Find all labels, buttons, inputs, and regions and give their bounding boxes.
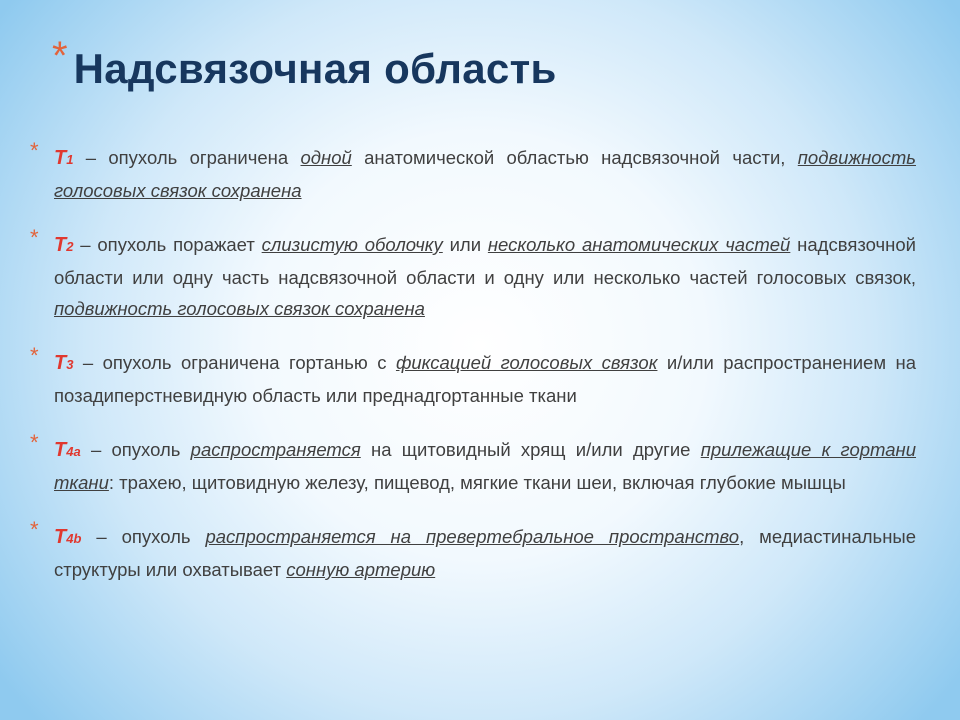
bullet-star-icon: *	[30, 517, 39, 542]
emphasis-text: распространяется на превертебральное пространство	[205, 526, 740, 547]
text-segment: анатомической областью надсвязочной части,	[351, 147, 798, 168]
text-segment: – опухоль	[80, 439, 191, 460]
text-segment: – опухоль поражает	[73, 234, 262, 255]
list-item-t3	[30, 343, 916, 411]
slide-title-block	[52, 34, 557, 98]
item-text	[54, 229, 916, 324]
emphasis-text: подвижность голосовых связок сохранена	[54, 147, 916, 201]
bullet-star-icon: *	[30, 430, 39, 455]
title-bullet-icon: *	[52, 34, 68, 78]
list-item-t2	[30, 225, 916, 324]
list-item-t4b	[30, 517, 916, 585]
text-segment: : трахею, щитовидную железу, пищевод, мягкие ткани шеи, включая глубокие мышцы	[108, 472, 846, 493]
emphasis-text: несколько анатомических частей	[487, 234, 791, 255]
stage-label: T4a	[54, 439, 81, 461]
bullet-star-icon: *	[30, 225, 39, 250]
emphasis-text: подвижность голосовых связок сохранена	[54, 298, 425, 319]
list-item-t4a	[30, 430, 917, 498]
text-segment: на щитовидный хрящ и/или другие	[360, 439, 701, 460]
text-segment: – опухоль	[81, 526, 206, 547]
text-segment: – опухоль ограничена гортанью с	[73, 352, 396, 373]
item-text	[54, 347, 916, 411]
bullet-star-icon: *	[30, 343, 39, 368]
stage-label: T2	[54, 234, 74, 256]
emphasis-text: слизистую оболочку	[261, 234, 443, 255]
text-segment: и/или распространением на позадиперстневидную область или преднадгортанные ткани	[54, 352, 916, 406]
text-segment: или	[442, 234, 488, 255]
item-text	[54, 434, 916, 498]
list-item-t1	[30, 138, 916, 206]
staging-list	[30, 138, 917, 608]
emphasis-text: одной	[300, 147, 352, 168]
stage-label: T3	[54, 352, 74, 374]
text-segment: , медиастинальные структуры или охватывает	[54, 526, 916, 580]
item-text	[54, 142, 916, 206]
text-segment: – опухоль ограничена	[73, 147, 301, 168]
stage-label: T1	[54, 147, 74, 169]
text-segment: надсвязочной области или одну часть надсвязочной области и одну или несколько частей голосовых связок,	[54, 234, 916, 288]
stage-label: T4b	[54, 526, 82, 548]
emphasis-text: фиксацией голосовых связок	[395, 352, 658, 373]
bullet-star-icon: *	[30, 138, 39, 163]
emphasis-text: прилежащие к гортани ткани	[54, 439, 917, 493]
slide-title: Надсвязочная область	[73, 45, 557, 92]
item-text	[54, 521, 916, 585]
emphasis-text: распространяется	[190, 439, 361, 460]
emphasis-text: сонную артерию	[286, 559, 436, 580]
